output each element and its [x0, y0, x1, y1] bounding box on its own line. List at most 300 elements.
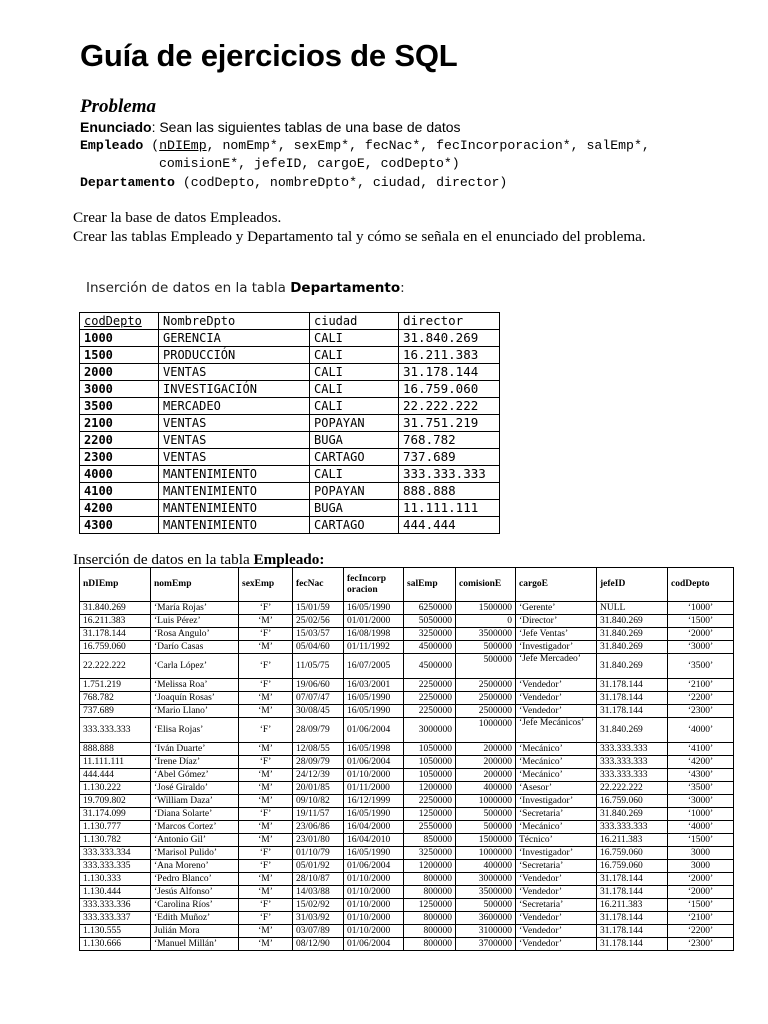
table-cell: MANTENIMIENTO	[159, 517, 310, 534]
table-cell: 3250000	[404, 628, 456, 641]
table-cell: 03/07/89	[293, 925, 344, 938]
table-row	[80, 886, 734, 899]
table-cell: 333.333.334	[80, 847, 151, 860]
table-cell: ‘3500’	[668, 782, 734, 795]
table-cell: 2250000	[404, 705, 456, 718]
table-cell: 768.782	[399, 432, 500, 449]
table-cell: ‘2000’	[668, 873, 734, 886]
table-cell: ‘Elisa Rojas’	[151, 718, 239, 743]
enunciado-label: Enunciado	[80, 119, 152, 135]
table-cell: ‘Vendedor’	[516, 705, 597, 718]
table-cell: 500000	[456, 808, 516, 821]
table-cell: ‘Asesor’	[516, 782, 597, 795]
table-cell: 22.222.222	[399, 398, 500, 415]
table-cell: 11/05/75	[293, 654, 344, 679]
table-cell: 31.178.144	[597, 912, 668, 925]
table-cell: 1.130.777	[80, 821, 151, 834]
table-cell: 3600000	[456, 912, 516, 925]
column-header: fecNac	[293, 568, 344, 602]
table-cell: ‘William Daza’	[151, 795, 239, 808]
table-cell: ‘Diana Solarte’	[151, 808, 239, 821]
table-cell: MERCADEO	[159, 398, 310, 415]
table-cell: CALI	[310, 347, 399, 364]
table-cell: ‘Jefe Ventas’	[516, 628, 597, 641]
schema-departamento-name: Departamento	[80, 175, 175, 190]
table-row	[80, 615, 734, 628]
table-row	[80, 500, 500, 517]
table-cell: ‘M’	[239, 886, 293, 899]
table-cell: ‘3000’	[668, 641, 734, 654]
table-cell: ‘3000’	[668, 795, 734, 808]
table-cell: 28/10/87	[293, 873, 344, 886]
table-cell: ‘Melissa Roa’	[151, 679, 239, 692]
table-cell: 16/05/1990	[344, 692, 404, 705]
table-cell: ‘Edith Muñoz’	[151, 912, 239, 925]
table-cell: ‘Joaquín Rosas’	[151, 692, 239, 705]
table-cell: 01/11/2000	[344, 782, 404, 795]
table-cell: 22.222.222	[80, 654, 151, 679]
column-header: nDIEmp	[80, 568, 151, 602]
table-cell: ‘2000’	[668, 628, 734, 641]
table-cell: ‘Ana Moreno’	[151, 860, 239, 873]
table-row	[80, 415, 500, 432]
table-cell: ‘F’	[239, 912, 293, 925]
table-row	[80, 330, 500, 347]
table-cell: 16.211.383	[597, 834, 668, 847]
table-row	[80, 432, 500, 449]
table-row	[80, 847, 734, 860]
table-cell: 01/06/2004	[344, 718, 404, 743]
table-cell: ‘F’	[239, 654, 293, 679]
table-cell: ‘Investigador’	[516, 641, 597, 654]
table-cell: Julián Mora	[151, 925, 239, 938]
table-cell: 400000	[456, 782, 516, 795]
table-cell: 16/03/2001	[344, 679, 404, 692]
table-cell: ‘F’	[239, 718, 293, 743]
table-row	[80, 364, 500, 381]
table-cell: 400000	[456, 860, 516, 873]
table-cell: 16/08/1998	[344, 628, 404, 641]
table-cell: ‘Mecánico’	[516, 769, 597, 782]
table-cell: ‘Vendedor’	[516, 873, 597, 886]
table-cell: 800000	[404, 873, 456, 886]
table-cell: ‘2000’	[668, 886, 734, 899]
table-cell: ‘José Giraldo’	[151, 782, 239, 795]
table-cell: 31.178.144	[597, 705, 668, 718]
table-row	[80, 483, 500, 500]
table-cell: ‘Vendedor’	[516, 912, 597, 925]
table-cell: ‘Director’	[516, 615, 597, 628]
table-cell: 25/02/56	[293, 615, 344, 628]
table-cell: 1050000	[404, 743, 456, 756]
empleado-table	[79, 567, 734, 951]
table-cell: ‘Irene Díaz’	[151, 756, 239, 769]
column-header: salEmp	[404, 568, 456, 602]
table-cell: 28/09/79	[293, 756, 344, 769]
table-cell: VENTAS	[159, 364, 310, 381]
table-row	[80, 466, 500, 483]
column-header: codDepto	[80, 313, 159, 330]
table-cell: 01/11/1992	[344, 641, 404, 654]
table-cell: 737.689	[80, 705, 151, 718]
table-cell: ‘2200’	[668, 692, 734, 705]
table-cell: 333.333.333	[597, 756, 668, 769]
table-cell: 2200	[80, 432, 159, 449]
table-cell: ‘2100’	[668, 912, 734, 925]
table-cell: 333.333.337	[80, 912, 151, 925]
table-cell: VENTAS	[159, 432, 310, 449]
table-cell: 1050000	[404, 769, 456, 782]
table-cell: ‘2300’	[668, 705, 734, 718]
table-cell: 333.333.335	[80, 860, 151, 873]
departamento-section-title	[86, 280, 405, 296]
table-cell: 1000000	[456, 795, 516, 808]
table-header-row	[80, 313, 500, 330]
table-cell: 01/10/2000	[344, 899, 404, 912]
table-cell: 500000	[456, 654, 516, 679]
table-cell: CALI	[310, 466, 399, 483]
table-cell: 16/05/1998	[344, 743, 404, 756]
table-cell: 4500000	[404, 641, 456, 654]
section-table-name: Empleado:	[253, 551, 325, 568]
table-cell: 08/12/90	[293, 938, 344, 951]
table-cell: ‘Iván Duarte’	[151, 743, 239, 756]
table-cell: 3000	[668, 847, 734, 860]
table-cell: 500000	[456, 641, 516, 654]
schema-empleado-fields: , nomEmp*, sexEmp*, fecNac*, fecIncorporacion*, salEmp*,	[206, 138, 650, 153]
table-cell: 2500000	[456, 679, 516, 692]
table-cell: 737.689	[399, 449, 500, 466]
table-cell: 16/05/1990	[344, 847, 404, 860]
table-cell: ‘Marcos Cortez’	[151, 821, 239, 834]
table-cell: BUGA	[310, 500, 399, 517]
table-cell: 1000000	[456, 718, 516, 743]
table-cell: ‘1000’	[668, 602, 734, 615]
table-cell: 1250000	[404, 808, 456, 821]
table-row	[80, 925, 734, 938]
table-cell: ‘Vendedor’	[516, 679, 597, 692]
table-cell: 3700000	[456, 938, 516, 951]
table-cell: 01/10/2000	[344, 912, 404, 925]
table-cell: 16/04/2010	[344, 834, 404, 847]
table-cell: 23/01/80	[293, 834, 344, 847]
table-cell: ‘Vendedor’	[516, 925, 597, 938]
table-cell: 15/03/57	[293, 628, 344, 641]
table-row	[80, 795, 734, 808]
table-cell: ‘F’	[239, 847, 293, 860]
table-cell: 1.130.666	[80, 938, 151, 951]
table-row	[80, 679, 734, 692]
table-cell: 09/10/82	[293, 795, 344, 808]
table-cell: 05/04/60	[293, 641, 344, 654]
table-cell: 30/08/45	[293, 705, 344, 718]
table-row	[80, 517, 500, 534]
table-cell: VENTAS	[159, 449, 310, 466]
table-cell: CALI	[310, 364, 399, 381]
table-row	[80, 398, 500, 415]
table-cell: 16/07/2005	[344, 654, 404, 679]
schema-empleado-name: Empleado	[80, 138, 144, 153]
departamento-table	[79, 312, 500, 534]
table-cell: 16.759.060	[399, 381, 500, 398]
table-cell: ‘Carolina Ríos’	[151, 899, 239, 912]
table-cell: 2000	[80, 364, 159, 381]
table-cell: ‘1500’	[668, 834, 734, 847]
table-cell: 888.888	[399, 483, 500, 500]
table-row	[80, 743, 734, 756]
table-cell: 12/08/55	[293, 743, 344, 756]
column-header: jefeID	[597, 568, 668, 602]
table-cell: 31.840.269	[597, 641, 668, 654]
table-cell: 16/05/1990	[344, 705, 404, 718]
table-cell: ‘Mario Llano’	[151, 705, 239, 718]
table-cell: 19/06/60	[293, 679, 344, 692]
table-cell: CALI	[310, 381, 399, 398]
table-cell: 0	[456, 615, 516, 628]
table-cell: ‘4100’	[668, 743, 734, 756]
table-cell: 11.111.111	[80, 756, 151, 769]
table-row	[80, 381, 500, 398]
table-cell: 200000	[456, 756, 516, 769]
table-cell: ‘Darío Casas	[151, 641, 239, 654]
table-cell: 1.130.444	[80, 886, 151, 899]
table-cell: ‘Rosa Angulo’	[151, 628, 239, 641]
table-row	[80, 912, 734, 925]
table-row	[80, 705, 734, 718]
table-cell: ‘M’	[239, 821, 293, 834]
table-cell: 16/05/1990	[344, 808, 404, 821]
enunciado-line	[80, 119, 461, 135]
table-cell: 3500000	[456, 628, 516, 641]
schema-paren: (	[143, 138, 160, 153]
enunciado-text: : Sean las siguientes tablas de una base de datos	[151, 119, 461, 135]
table-cell: ‘Pedro Blanco’	[151, 873, 239, 886]
table-cell: 01/06/2004	[344, 938, 404, 951]
table-row	[80, 602, 734, 615]
table-cell: 200000	[456, 769, 516, 782]
table-cell: 31.840.269	[597, 615, 668, 628]
table-cell: 31.840.269	[597, 654, 668, 679]
section-table-name: Departamento	[290, 280, 401, 296]
table-cell: CALI	[310, 398, 399, 415]
table-cell: 2500000	[456, 705, 516, 718]
section-suffix: :	[400, 280, 405, 296]
section-prefix: Inserción de datos en la tabla	[86, 280, 291, 296]
table-cell: 333.333.333	[597, 821, 668, 834]
table-cell: 4300	[80, 517, 159, 534]
table-cell: 20/01/85	[293, 782, 344, 795]
table-cell: 16.211.383	[399, 347, 500, 364]
table-row	[80, 938, 734, 951]
table-cell: 31.178.144	[597, 886, 668, 899]
column-header: nomEmp	[151, 568, 239, 602]
table-cell: ‘F’	[239, 899, 293, 912]
table-cell: POPAYAN	[310, 483, 399, 500]
table-row	[80, 347, 500, 364]
table-cell: 800000	[404, 886, 456, 899]
table-cell: 444.444	[80, 769, 151, 782]
table-cell: ‘F’	[239, 756, 293, 769]
table-row	[80, 834, 734, 847]
table-cell: ‘Mecánico’	[516, 821, 597, 834]
table-cell: ‘María Rojas’	[151, 602, 239, 615]
table-cell: 16.759.060	[597, 847, 668, 860]
table-cell: 16/04/2000	[344, 821, 404, 834]
table-cell: ‘Jefe Mercadeo’	[516, 654, 597, 679]
table-cell: 1500000	[456, 834, 516, 847]
table-cell: ‘Secretaria’	[516, 899, 597, 912]
table-cell: ‘M’	[239, 925, 293, 938]
table-cell: ‘M’	[239, 834, 293, 847]
table-row	[80, 808, 734, 821]
table-cell: GERENCIA	[159, 330, 310, 347]
table-cell: 500000	[456, 899, 516, 912]
table-cell: ‘Mecánico’	[516, 756, 597, 769]
table-cell: 768.782	[80, 692, 151, 705]
table-cell: 3100000	[456, 925, 516, 938]
table-cell: 4200	[80, 500, 159, 517]
table-cell: 31.178.144	[597, 692, 668, 705]
table-cell: 11.111.111	[399, 500, 500, 517]
instruction-1: Crear la base de datos Empleados.	[73, 209, 282, 226]
table-cell: ‘Secretaria’	[516, 860, 597, 873]
table-cell: ‘Jefe Mecánicos’	[516, 718, 597, 743]
table-cell: ‘4000’	[668, 821, 734, 834]
table-cell: 19/11/57	[293, 808, 344, 821]
table-cell: ‘F’	[239, 860, 293, 873]
table-cell: 888.888	[80, 743, 151, 756]
table-cell: 2250000	[404, 679, 456, 692]
column-header: comisionE	[456, 568, 516, 602]
table-cell: ‘M’	[239, 938, 293, 951]
table-row	[80, 756, 734, 769]
table-row	[80, 821, 734, 834]
table-cell: ‘Vendedor’	[516, 692, 597, 705]
table-cell: 444.444	[399, 517, 500, 534]
table-cell: 23/06/86	[293, 821, 344, 834]
column-header: sexEmp	[239, 568, 293, 602]
table-cell: 800000	[404, 938, 456, 951]
table-row	[80, 628, 734, 641]
table-cell: 31.840.269	[597, 718, 668, 743]
table-cell: 31.178.144	[399, 364, 500, 381]
table-cell: 3000	[80, 381, 159, 398]
table-cell: 4000	[80, 466, 159, 483]
table-cell: 3000000	[456, 873, 516, 886]
table-cell: ‘M’	[239, 782, 293, 795]
table-cell: 31.174.099	[80, 808, 151, 821]
table-cell: 3500	[80, 398, 159, 415]
table-cell: 4100	[80, 483, 159, 500]
table-cell: 31.840.269	[597, 628, 668, 641]
table-cell: MANTENIMIENTO	[159, 483, 310, 500]
table-cell: ‘Jesús Alfonso’	[151, 886, 239, 899]
table-cell: ‘Vendedor’	[516, 938, 597, 951]
table-row	[80, 449, 500, 466]
table-cell: 2500000	[456, 692, 516, 705]
table-cell: ‘Investigador’	[516, 795, 597, 808]
table-cell: 2550000	[404, 821, 456, 834]
table-cell: 01/10/2000	[344, 886, 404, 899]
table-cell: ‘Abel Gómez’	[151, 769, 239, 782]
table-cell: INVESTIGACIÓN	[159, 381, 310, 398]
table-row	[80, 692, 734, 705]
table-cell: ‘Vendedor’	[516, 886, 597, 899]
table-cell: ‘1500’	[668, 615, 734, 628]
table-cell: 1.130.555	[80, 925, 151, 938]
table-cell: 19.709.802	[80, 795, 151, 808]
table-cell: 31.178.144	[597, 925, 668, 938]
table-cell: ‘M’	[239, 769, 293, 782]
table-cell: 31.178.144	[80, 628, 151, 641]
table-cell: 01/10/2000	[344, 769, 404, 782]
table-cell: ‘4300’	[668, 769, 734, 782]
table-cell: MANTENIMIENTO	[159, 500, 310, 517]
table-cell: 16.759.060	[80, 641, 151, 654]
table-cell: 3250000	[404, 847, 456, 860]
table-cell: ‘F’	[239, 602, 293, 615]
column-header: director	[399, 313, 500, 330]
table-cell: ‘M’	[239, 705, 293, 718]
table-cell: 16/12/1999	[344, 795, 404, 808]
table-cell: ‘Luis Pérez’	[151, 615, 239, 628]
table-cell: 31/03/92	[293, 912, 344, 925]
table-cell: ‘Secretaria’	[516, 808, 597, 821]
column-header: cargoE	[516, 568, 597, 602]
table-row	[80, 899, 734, 912]
table-cell: 3500000	[456, 886, 516, 899]
table-cell: 1000000	[456, 847, 516, 860]
table-cell: 31.178.144	[597, 679, 668, 692]
table-cell: 16.759.060	[597, 860, 668, 873]
section-heading: Problema	[80, 96, 156, 117]
section-prefix: Inserción de datos en la tabla	[73, 551, 254, 568]
schema-empleado-line2: comisionE*, jefeID, cargoE, codDepto*)	[159, 156, 460, 171]
table-cell: 800000	[404, 912, 456, 925]
table-cell: 333.333.333	[80, 718, 151, 743]
table-cell: 1250000	[404, 899, 456, 912]
table-cell: 333.333.333	[597, 769, 668, 782]
table-cell: 31.178.144	[597, 873, 668, 886]
table-cell: ‘Gerente’	[516, 602, 597, 615]
table-row	[80, 718, 734, 743]
table-cell: 1000	[80, 330, 159, 347]
table-cell: 1.130.222	[80, 782, 151, 795]
page-title: Guía de ejercicios de SQL	[80, 38, 458, 73]
table-row	[80, 860, 734, 873]
table-cell: 1500000	[456, 602, 516, 615]
schema-departamento-line	[80, 175, 507, 190]
table-cell: CARTAGO	[310, 449, 399, 466]
table-cell: 6250000	[404, 602, 456, 615]
table-cell: 2300	[80, 449, 159, 466]
table-cell: 07/07/47	[293, 692, 344, 705]
table-cell: 333.333.336	[80, 899, 151, 912]
table-cell: 01/06/2004	[344, 860, 404, 873]
table-cell: 16.211.383	[80, 615, 151, 628]
table-cell: 24/12/39	[293, 769, 344, 782]
table-cell: VENTAS	[159, 415, 310, 432]
table-cell: 01/01/2000	[344, 615, 404, 628]
table-cell: POPAYAN	[310, 415, 399, 432]
table-cell: 333.333.333	[399, 466, 500, 483]
table-cell: ‘M’	[239, 873, 293, 886]
table-cell: ‘Manuel Millán’	[151, 938, 239, 951]
table-cell: 31.751.219	[399, 415, 500, 432]
column-header: codDepto	[668, 568, 734, 602]
table-cell: ‘M’	[239, 641, 293, 654]
table-cell: ‘4000’	[668, 718, 734, 743]
